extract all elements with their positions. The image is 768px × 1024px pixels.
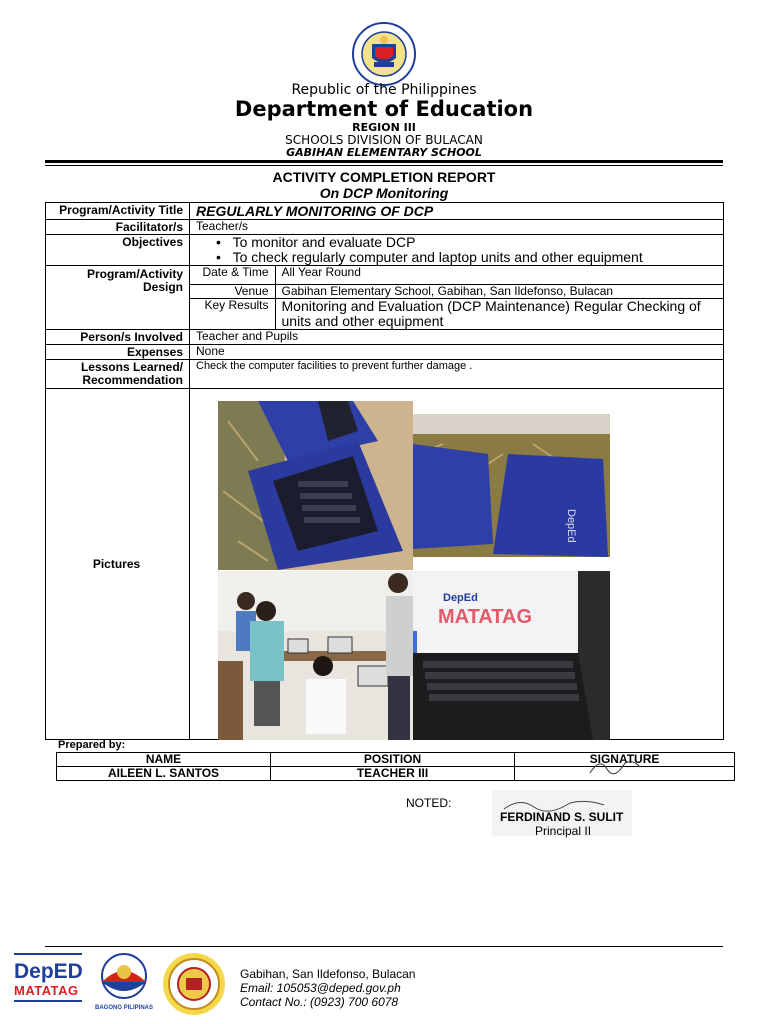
venue-label: Venue [190,284,275,298]
noted-label: NOTED: [406,796,452,810]
name-header: NAME [57,753,271,767]
results-label: Key Results [190,298,275,329]
signature-scribble [585,755,645,779]
report-title: ACTIVITY COMPLETION REPORT [272,169,496,185]
division-text: SCHOOLS DIVISION OF BULACAN [285,133,483,147]
footer-contact: Contact No.: (0923) 700 6078 [240,995,399,1009]
footer-rule [45,946,723,947]
photo-laptop-matatag [413,571,610,740]
noted-name: FERDINAND S. SULIT [500,810,624,824]
position-header: POSITION [271,753,515,767]
matatag-logo-text: MATATAG [14,983,79,998]
preparer-signature [515,767,735,781]
expenses-value: None [190,345,724,360]
prepared-by-label: Prepared by: [58,739,126,751]
photo-laptop-open [218,401,413,570]
footer-address: Gabihan, San Ildefonso, Bulacan [240,967,416,981]
deped-photo-logo: DepEd [443,592,478,604]
venue-value: Gabihan Elementary School, Gabihan, San Ildefonso, Bulacan [275,284,723,298]
design-cell [190,266,724,330]
lessons-label: Lessons Learned/ Recommendation [46,360,190,389]
persons-value: Teacher and Pupils [190,330,724,345]
photo-teacher-pupils [218,571,413,740]
deped-logo-text: DepED [14,960,83,983]
preparer-position: TEACHER III [271,767,515,781]
prepared-by-table [56,752,735,781]
facilitators-value: Teacher/s [190,220,724,235]
design-label: Program/Activity Design [46,266,190,330]
department-text: Department of Education [234,97,534,121]
lessons-value: Check the computer facilities to prevent further damage . [190,360,724,389]
program-title-label: Program/Activity Title [46,203,190,220]
report-subtitle: On DCP Monitoring [319,185,449,201]
expenses-label: Expenses [46,345,190,360]
laptop-brand-text: DepEd [565,509,577,543]
republic-text: Republic of the Philippines [291,82,477,98]
school-text: GABIHAN ELEMENTARY SCHOOL [286,146,482,159]
design-table [190,266,723,329]
objectives-list [190,235,724,266]
program-title-value: REGULARLY MONITORING OF DCP [190,203,724,220]
preparer-name: AILEEN L. SANTOS [57,767,271,781]
noted-position: Principal II [535,824,592,838]
bagong-pilipinas-text: BAGONG PILIPINAS [94,1005,153,1011]
date-value: All Year Round [275,266,723,284]
signature-header: SIGNATURE [515,753,735,767]
matatag-photo-text: MATATAG [438,606,533,628]
objectives-label: Objectives [46,235,190,266]
footer-email: Email: 105053@deped.gov.ph [240,981,401,995]
date-label: Date & Time [190,266,275,284]
deped-seal [348,22,420,86]
objective-item: • To check regularly computer and laptop units and other equipment [216,249,643,265]
persons-label: Person/s Involved [46,330,190,345]
school-seal-logo [160,952,228,1016]
facilitators-label: Facilitator/s [46,220,190,235]
results-value: Monitoring and Evaluation (DCP Maintenance) Regular Checking of units and other equipment [275,298,723,329]
photo-laptops-grass [413,414,610,557]
header-rule-thin [45,165,723,166]
bagong-pilipinas-logo [90,952,158,1012]
deped-matatag-logo [14,953,82,1013]
objective-item: • To monitor and evaluate DCP [216,234,416,250]
pictures-label: Pictures [46,389,190,740]
header-rule-thick [45,160,723,163]
region-text: REGION III [352,121,416,134]
